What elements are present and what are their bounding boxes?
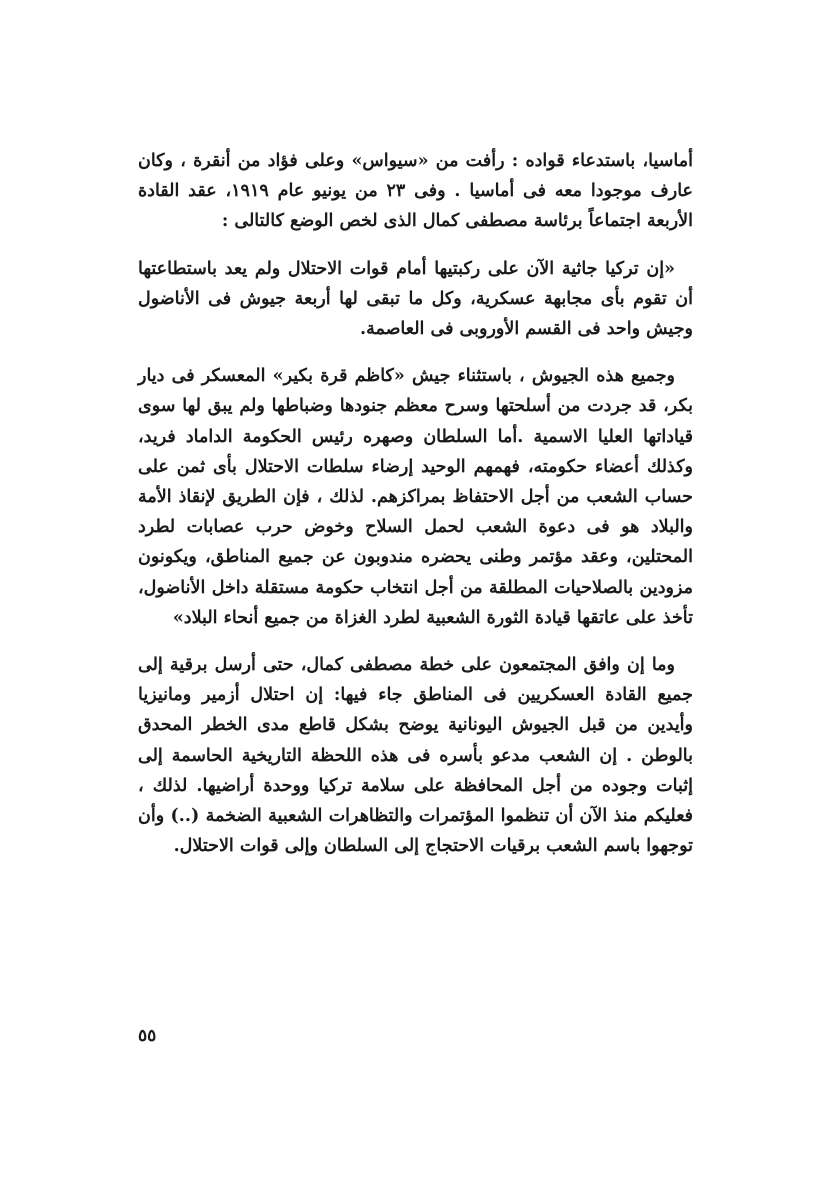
paragraph-3-quote: وجميع هذه الجيوش ، باستثناء جيش «كاظم قرة بكير» المعسكر فى ديار بكر، قد جردت من أسلحتها وسرح معظم جنودها وضباطها ولم يبق لها سوى قياداتها العليا الاسمية .أما السلطان وصهره رئيس الحكومة الداماد فريد، وكذلك أعضاء حكومته، فهمهم الوحيد إرضاء سلطات الاحتلال بأى ثمن على حساب الشعب من أجل الاحتفاظ بمراكزهم. لذلك ، فإن الطريق لإنقاذ الأمة والبلاد هو فى دعوة الشعب لحمل السلاح وخوض حرب عصابات لطرد المحتلين، وعقد مؤتمر وطنى يحضره مندوبون عن جميع المناطق، ويكونون مزودين بالصلاحيات المطلقة من أجل انتخاب حكومة مستقلة داخل الأناضول، تأخذ على عاتقها قيادة الثورة الشعبية لطرد الغزاة من جميع أنحاء البلاد»	[138, 366, 693, 628]
body-text	[138, 146, 693, 861]
paragraph-1: أماسيا، باستدعاء قواده : رأفت من «سيواس» وعلى فؤاد من أنقرة ، وكان عارف موجودا معه فى أماسيا . وفى ٢٣ من يونيو عام ١٩١٩، عقد القادة الأربعة اجتماعاً برئاسة مصطفى كمال الذى لخص الوضع كالتالى :	[138, 151, 693, 232]
page-number: ٥٥	[138, 1026, 157, 1046]
paragraph-2-quote: «إن تركيا جاثية الآن على ركبتيها أمام قوات الاحتلال ولم يعد باستطاعتها أن تقوم بأى مجابهة عسكرية، وكل ما تبقى لها أربعة جيوش فى الأناضول وجيش واحد فى القسم الأوروبى فى العاصمة.	[138, 258, 693, 340]
paragraph-4: وما إن وافق المجتمعون على خطة مصطفى كمال، حتى أرسل برقية إلى جميع القادة العسكريين فى المناطق جاء فيها: إن احتلال أزمير ومانيزيا وأيدين من قبل الجيوش اليونانية يوضح بشكل قاطع مدى الخطر المحدق بالوطن . إن الشعب مدعو بأسره فى هذه اللحظة التاريخية الحاسمة إلى إثبات وجوده من أجل المحافظة على سلامة تركيا ووحدة أراضيها. لذلك ، فعليكم منذ الآن أن تنظموا المؤتمرات والتظاهرات الشعبية الضخمة (..) وأن توجهوا باسم الشعب برقيات الاحتجاج إلى السلطان وإلى قوات الاحتلال.	[138, 655, 693, 857]
